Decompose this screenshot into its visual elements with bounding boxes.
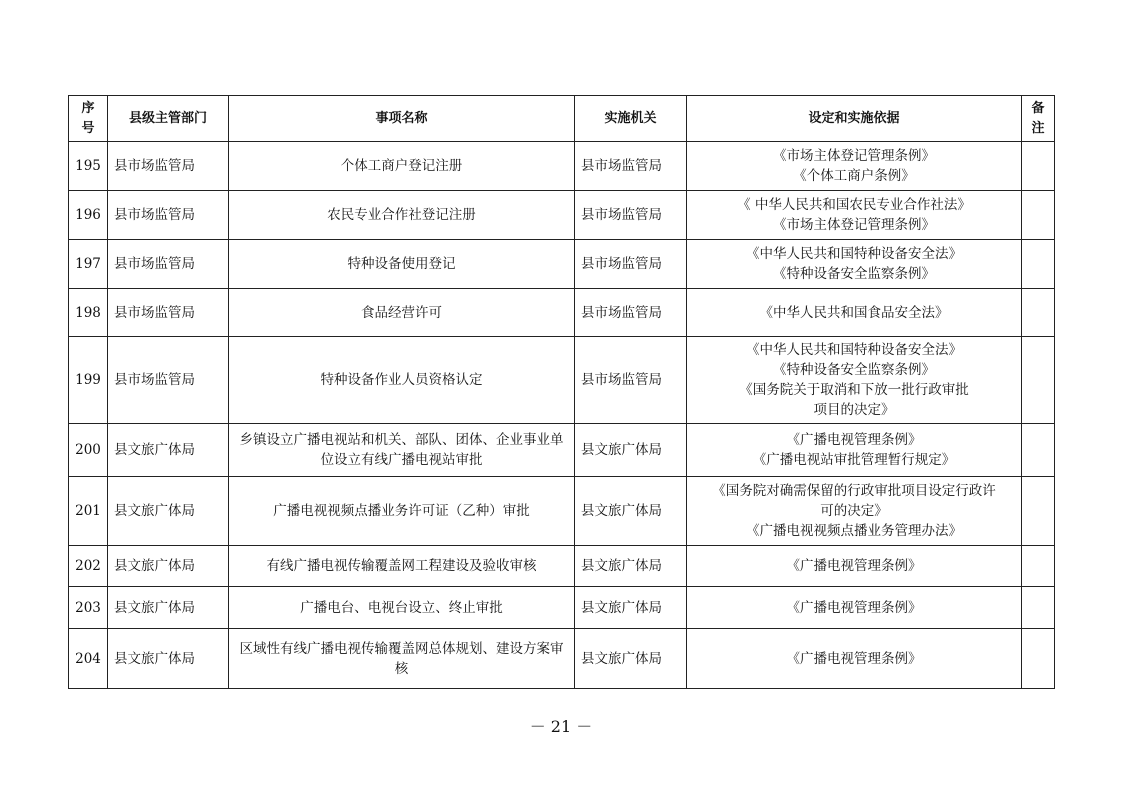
row-number: 196 [69,191,108,240]
row-basis [687,191,1022,240]
row-number: 202 [69,546,108,587]
basis-line: 《国务院对确需保留的行政审批项目设定行政许 [712,483,996,499]
row-note [1022,289,1055,337]
basis-line: 《国务院关于取消和下放一批行政审批 [739,382,969,398]
table-row [69,289,1055,337]
table-row [69,629,1055,689]
basis-line: 《特种设备安全监察条例》 [773,266,935,282]
row-basis [687,240,1022,289]
table-row [69,191,1055,240]
row-item-name: 乡镇设立广播电视站和机关、部队、团体、企业事业单位设立有线广播电视站审批 [229,424,575,477]
row-item-name: 广播电台、电视台设立、终止审批 [229,587,575,629]
basis-line: 《个体工商户条例》 [793,168,915,184]
table-row [69,240,1055,289]
basis-line: 《中华人民共和国特种设备安全法》 [746,342,962,358]
table-body [69,142,1055,689]
row-org: 县市场监管局 [575,337,687,424]
basis-line: 项目的决定》 [813,402,895,418]
header-org: 实施机关 [575,96,687,142]
row-dept: 县市场监管局 [108,191,229,240]
table-row [69,337,1055,424]
row-item-name: 广播电视视频点播业务许可证（乙种）审批 [229,477,575,546]
row-note [1022,142,1055,191]
row-org: 县市场监管局 [575,142,687,191]
basis-line: 《特种设备安全监察条例》 [773,362,935,378]
row-basis [687,142,1022,191]
row-basis [687,587,1022,629]
row-org: 县市场监管局 [575,289,687,337]
row-org: 县文旅广体局 [575,424,687,477]
row-item-name: 食品经营许可 [229,289,575,337]
row-note [1022,546,1055,587]
row-note [1022,629,1055,689]
header-name: 事项名称 [229,96,575,142]
basis-line: 《市场主体登记管理条例》 [773,217,935,233]
header-no-text: 序 号 [81,100,95,136]
row-number: 200 [69,424,108,477]
basis-line: 《广播电视管理条例》 [786,432,922,448]
table-row [69,546,1055,587]
row-dept: 县文旅广体局 [108,546,229,587]
basis-line: 《 中华人民共和国农民专业合作社法》 [737,197,971,213]
row-number: 199 [69,337,108,424]
basis-line: 《广播电视视频点播业务管理办法》 [746,523,962,539]
page-number: － 21 － [529,717,593,736]
table-row [69,587,1055,629]
row-basis [687,629,1022,689]
matters-table [68,95,1055,689]
row-note [1022,587,1055,629]
basis-line: 《中华人民共和国特种设备安全法》 [746,246,962,262]
row-item-name: 农民专业合作社登记注册 [229,191,575,240]
row-basis [687,289,1022,337]
row-number: 198 [69,289,108,337]
basis-line: 《广播电视管理条例》 [786,558,922,574]
row-note [1022,424,1055,477]
row-basis [687,424,1022,477]
row-dept: 县文旅广体局 [108,424,229,477]
header-dept: 县级主管部门 [108,96,229,142]
row-org: 县市场监管局 [575,240,687,289]
row-number: 197 [69,240,108,289]
row-note [1022,337,1055,424]
row-item-name: 个体工商户登记注册 [229,142,575,191]
basis-line: 《中华人民共和国食品安全法》 [759,304,949,321]
header-note [1022,96,1055,142]
row-basis [687,337,1022,424]
table-header-row [69,96,1055,142]
row-org: 县市场监管局 [575,191,687,240]
header-no [69,96,108,142]
basis-line: 《市场主体登记管理条例》 [773,148,935,164]
row-item-name: 特种设备使用登记 [229,240,575,289]
table-row [69,142,1055,191]
row-note [1022,191,1055,240]
row-basis [687,546,1022,587]
row-note [1022,477,1055,546]
row-note [1022,240,1055,289]
row-dept: 县市场监管局 [108,289,229,337]
row-number: 201 [69,477,108,546]
row-org: 县文旅广体局 [575,587,687,629]
table-row [69,424,1055,477]
row-dept: 县市场监管局 [108,240,229,289]
row-dept: 县文旅广体局 [108,477,229,546]
row-dept: 县市场监管局 [108,142,229,191]
table-row [69,477,1055,546]
row-number: 195 [69,142,108,191]
row-dept: 县文旅广体局 [108,629,229,689]
row-org: 县文旅广体局 [575,477,687,546]
row-number: 203 [69,587,108,629]
basis-line: 可的决定》 [820,503,888,519]
row-item-name: 特种设备作业人员资格认定 [229,337,575,424]
row-org: 县文旅广体局 [575,629,687,689]
basis-line: 《广播电视管理条例》 [786,599,922,616]
header-note-text: 备 注 [1031,100,1045,136]
row-dept: 县市场监管局 [108,337,229,424]
header-basis: 设定和实施依据 [687,96,1022,142]
row-org: 县文旅广体局 [575,546,687,587]
row-item-name: 有线广播电视传输覆盖网工程建设及验收审核 [229,546,575,587]
basis-line: 《广播电视管理条例》 [786,650,922,667]
row-dept: 县文旅广体局 [108,587,229,629]
row-basis [687,477,1022,546]
row-item-name: 区域性有线广播电视传输覆盖网总体规划、建设方案审核 [229,629,575,689]
basis-line: 《广播电视站审批管理暂行规定》 [752,452,956,468]
row-number: 204 [69,629,108,689]
